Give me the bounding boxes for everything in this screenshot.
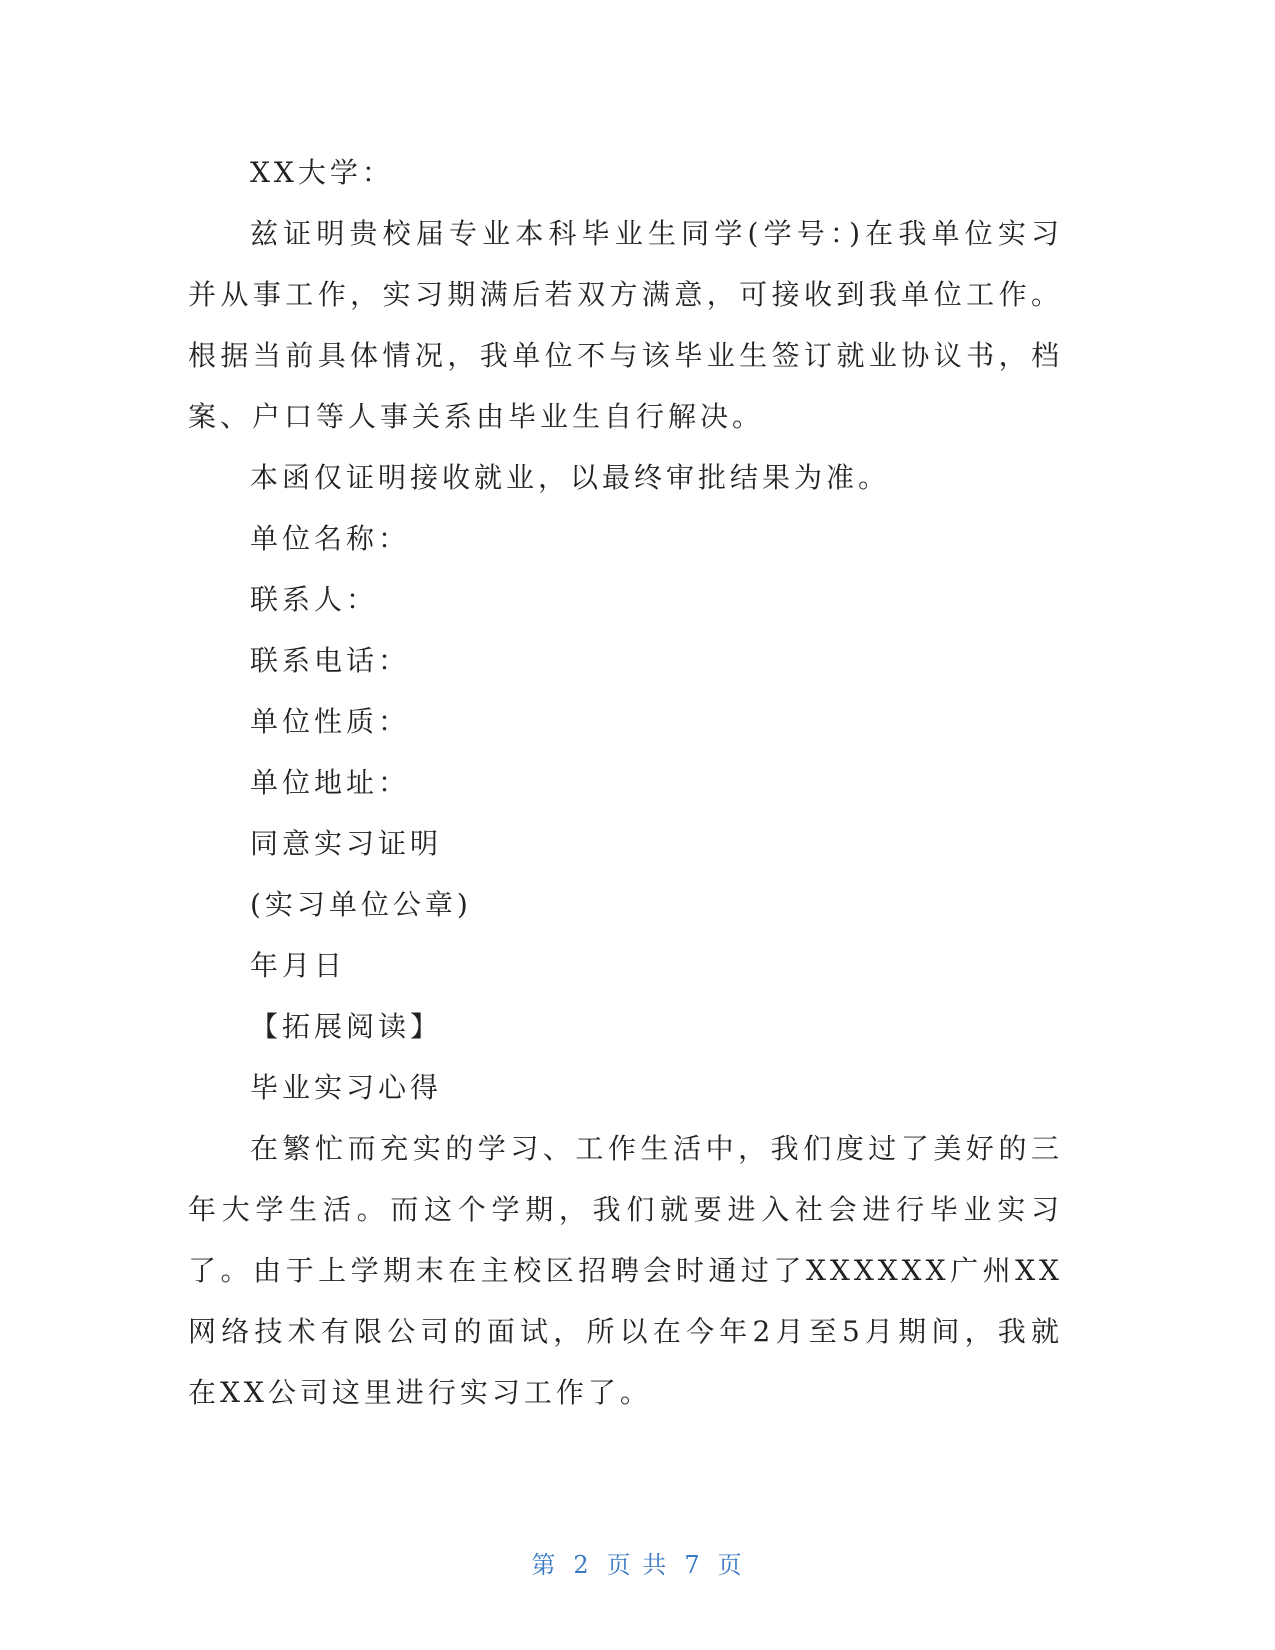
date-label: 年月日 bbox=[250, 949, 347, 982]
page-current: 2 bbox=[573, 1551, 591, 1579]
field-unit-name: 单位名称： bbox=[250, 522, 411, 555]
essay-paragraph: 在繁忙而充实的学习、工作生活中，我们度过了美好的三年大学生活。而这个学期，我们就要进入社会进行毕业实习了。由于上学期末在主校区招聘会时通过了XXXXXX广州XX网络技术有限公司的面试，所以在今年2月至5月期间，我就在XX公司这里进行实习工作了。 bbox=[188, 1132, 1063, 1409]
field-contact-phone: 联系电话： bbox=[250, 644, 411, 677]
scope-note: 本函仅证明接收就业，以最终审批结果为准。 bbox=[250, 461, 891, 494]
field-unit-address: 单位地址： bbox=[250, 766, 411, 799]
page-number-footer bbox=[0, 1545, 1275, 1580]
page-total: 7 bbox=[684, 1551, 702, 1579]
salutation: XX大学： bbox=[250, 156, 394, 189]
seal-label: (实习单位公章) bbox=[250, 888, 472, 921]
certificate-paragraph: 兹证明贵校届专业本科毕业生同学(学号：)在我单位实习并从事工作，实习期满后若双方满意，可接收到我单位工作。根据当前具体情况，我单位不与该毕业生签订就业协议书，档案、户口等人事关系由毕业生自行解决。 bbox=[188, 217, 1063, 433]
document-body bbox=[188, 142, 1063, 1423]
approval-title: 同意实习证明 bbox=[250, 827, 443, 860]
field-contact-person: 联系人： bbox=[250, 583, 379, 616]
page-suffix: 页 bbox=[717, 1551, 744, 1579]
extended-reading-heading: 【拓展阅读】 bbox=[250, 1010, 443, 1043]
page-prefix: 第 bbox=[531, 1551, 558, 1579]
essay-title: 毕业实习心得 bbox=[250, 1071, 443, 1104]
field-unit-type: 单位性质： bbox=[250, 705, 411, 738]
page-middle: 页 共 bbox=[606, 1551, 669, 1579]
